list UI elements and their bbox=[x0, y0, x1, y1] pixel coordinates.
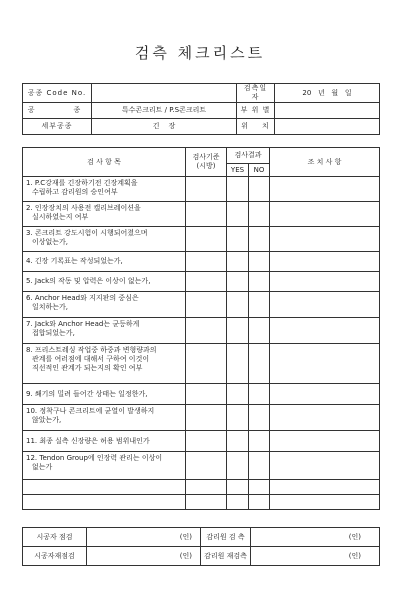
item-text: 12. Tendon Group에 인장력 관리는 이상이 없는가 bbox=[23, 452, 186, 480]
action-cell[interactable] bbox=[270, 405, 380, 431]
col-standard-line1: 검사기준 bbox=[192, 153, 220, 161]
standard-cell[interactable] bbox=[186, 344, 227, 384]
inspection-date-label: 검측일자 bbox=[237, 84, 275, 103]
yes-cell[interactable] bbox=[227, 252, 249, 272]
col-result-header: 검사결과 bbox=[227, 148, 270, 164]
no-cell[interactable] bbox=[249, 431, 270, 452]
table-row bbox=[23, 452, 380, 480]
yes-cell[interactable] bbox=[227, 177, 249, 202]
code-label: 공종 Code No. bbox=[23, 84, 92, 103]
contractor-check-seal[interactable]: (인) bbox=[87, 528, 201, 547]
item-text: 1. P.C강재를 긴장하기전 긴장계획을 수립하고 감리원의 승인여부 bbox=[23, 177, 186, 202]
col-no-header: NO bbox=[249, 164, 270, 177]
item-text[interactable] bbox=[23, 495, 186, 510]
yes-cell[interactable] bbox=[227, 202, 249, 227]
item-text: 3. 콘크리트 강도시험이 시행되어졌으며 이상없는가, bbox=[23, 227, 186, 252]
table-row bbox=[23, 272, 380, 292]
col-standard-header bbox=[186, 148, 227, 177]
no-cell[interactable] bbox=[249, 452, 270, 480]
no-cell[interactable] bbox=[249, 405, 270, 431]
item-text: 11. 최종 실측 신장량은 허용 범위내인가 bbox=[23, 431, 186, 452]
table-row bbox=[23, 252, 380, 272]
detail-value: 긴 장 bbox=[92, 119, 237, 135]
col-yes-header: YES bbox=[227, 164, 249, 177]
contractor-check-label: 시공자 점검 bbox=[23, 528, 87, 547]
item-text: 9. 쐐기의 밀려 들어간 상태는 일정한가, bbox=[23, 384, 186, 405]
location-value[interactable] bbox=[275, 103, 380, 119]
action-cell[interactable] bbox=[270, 227, 380, 252]
table-row bbox=[23, 384, 380, 405]
no-cell[interactable] bbox=[249, 384, 270, 405]
standard-cell[interactable] bbox=[186, 452, 227, 480]
standard-cell[interactable] bbox=[186, 431, 227, 452]
standard-cell[interactable] bbox=[186, 405, 227, 431]
no-cell[interactable] bbox=[249, 480, 270, 495]
col-items-header: 검 사 항 목 bbox=[23, 148, 186, 177]
item-text: 4. 긴장 기록표는 작성되었는가, bbox=[23, 252, 186, 272]
item-text: 5. Jack의 작동 및 압력은 이상이 없는가, bbox=[23, 272, 186, 292]
table-row bbox=[23, 405, 380, 431]
work-type-label: 공 종 bbox=[23, 103, 92, 119]
standard-cell[interactable] bbox=[186, 495, 227, 510]
item-text: 8. 프리스트레싱 작업중 하중과 변형량과의 관계를 여러점에 대해서 구하여 이것이 직선적인 관계가 되는지의 확인 여부 bbox=[23, 344, 186, 384]
col-action-header: 조 치 사 항 bbox=[270, 148, 380, 177]
supervisor-recheck-seal[interactable]: (인) bbox=[251, 547, 380, 566]
no-cell[interactable] bbox=[249, 252, 270, 272]
table-row bbox=[23, 202, 380, 227]
supervisor-check-seal[interactable]: (인) bbox=[251, 528, 380, 547]
standard-cell[interactable] bbox=[186, 272, 227, 292]
yes-cell[interactable] bbox=[227, 452, 249, 480]
standard-cell[interactable] bbox=[186, 292, 227, 318]
standard-cell[interactable] bbox=[186, 227, 227, 252]
yes-cell[interactable] bbox=[227, 384, 249, 405]
yes-cell[interactable] bbox=[227, 480, 249, 495]
standard-cell[interactable] bbox=[186, 177, 227, 202]
no-cell[interactable] bbox=[249, 177, 270, 202]
standard-cell[interactable] bbox=[186, 252, 227, 272]
signature-table bbox=[22, 527, 380, 566]
yes-cell[interactable] bbox=[227, 292, 249, 318]
yes-cell[interactable] bbox=[227, 405, 249, 431]
no-cell[interactable] bbox=[249, 495, 270, 510]
standard-cell[interactable] bbox=[186, 202, 227, 227]
no-cell[interactable] bbox=[249, 227, 270, 252]
yes-cell[interactable] bbox=[227, 431, 249, 452]
item-text: 10. 정착구나 콘크리트에 균열이 발생하지 않았는가, bbox=[23, 405, 186, 431]
standard-cell[interactable] bbox=[186, 384, 227, 405]
standard-cell[interactable] bbox=[186, 318, 227, 344]
item-text: 2. 인장장치의 사용전 캘리브레이션을 실시하였는지 여부 bbox=[23, 202, 186, 227]
action-cell[interactable] bbox=[270, 384, 380, 405]
table-row bbox=[23, 177, 380, 202]
action-cell[interactable] bbox=[270, 292, 380, 318]
action-cell[interactable] bbox=[270, 344, 380, 384]
table-row bbox=[23, 318, 380, 344]
header-table bbox=[22, 83, 380, 135]
location-label: 부 위 별 bbox=[237, 103, 275, 119]
action-cell[interactable] bbox=[270, 252, 380, 272]
contractor-recheck-seal[interactable]: (인) bbox=[87, 547, 201, 566]
action-cell[interactable] bbox=[270, 495, 380, 510]
action-cell[interactable] bbox=[270, 431, 380, 452]
yes-cell[interactable] bbox=[227, 272, 249, 292]
item-text: 7. Jack와 Anchor Head는 균등하게 접합되었는가, bbox=[23, 318, 186, 344]
contractor-recheck-label: 시공자재점검 bbox=[23, 547, 87, 566]
no-cell[interactable] bbox=[249, 292, 270, 318]
detail-label: 세부공종 bbox=[23, 119, 92, 135]
yes-cell[interactable] bbox=[227, 344, 249, 384]
action-cell[interactable] bbox=[270, 452, 380, 480]
action-cell[interactable] bbox=[270, 480, 380, 495]
position-value[interactable] bbox=[275, 119, 380, 135]
no-cell[interactable] bbox=[249, 344, 270, 384]
page-title: 검측 체크리스트 bbox=[134, 44, 266, 62]
yes-cell[interactable] bbox=[227, 227, 249, 252]
table-row bbox=[23, 227, 380, 252]
action-cell[interactable] bbox=[270, 318, 380, 344]
work-type-value: 특수콘크리트 / P.S콘크리트 bbox=[92, 103, 237, 119]
yes-cell[interactable] bbox=[227, 495, 249, 510]
table-row bbox=[23, 480, 380, 495]
supervisor-recheck-label: 감리원 재검측 bbox=[201, 547, 251, 566]
yes-cell[interactable] bbox=[227, 318, 249, 344]
item-text[interactable] bbox=[23, 480, 186, 495]
table-row bbox=[23, 344, 380, 384]
code-value[interactable] bbox=[92, 84, 237, 103]
standard-cell[interactable] bbox=[186, 480, 227, 495]
inspection-date-value[interactable]: 20 년 월 일 bbox=[275, 84, 380, 103]
table-row bbox=[23, 495, 380, 510]
checklist-table bbox=[22, 147, 380, 510]
supervisor-check-label: 감리원 검 측 bbox=[201, 528, 251, 547]
no-cell[interactable] bbox=[249, 318, 270, 344]
action-cell[interactable] bbox=[270, 202, 380, 227]
table-row bbox=[23, 431, 380, 452]
position-label: 위 치 bbox=[237, 119, 275, 135]
action-cell[interactable] bbox=[270, 177, 380, 202]
no-cell[interactable] bbox=[249, 272, 270, 292]
table-row bbox=[23, 292, 380, 318]
col-standard-line2: (시방) bbox=[196, 162, 216, 170]
action-cell[interactable] bbox=[270, 272, 380, 292]
item-text: 6. Anchor Head와 지지판의 중심은 일치하는가, bbox=[23, 292, 186, 318]
no-cell[interactable] bbox=[249, 202, 270, 227]
